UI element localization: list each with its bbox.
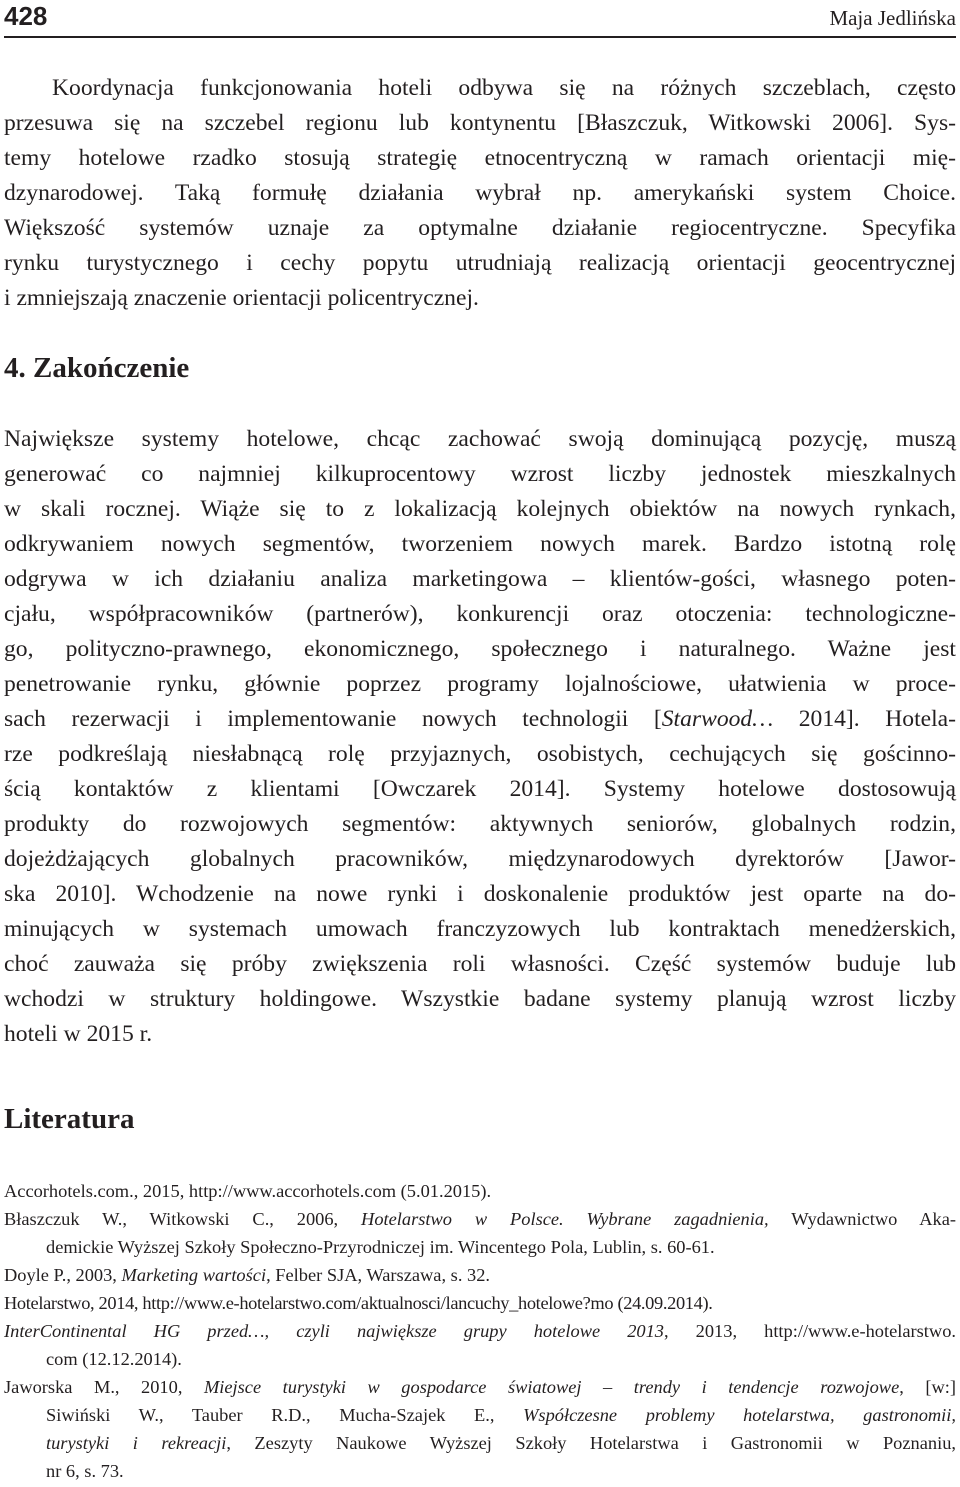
section-heading: 4. Zakończenie	[4, 352, 190, 384]
para1-line: i zmniejszają znaczenie orientacji policentrycznej.	[4, 285, 479, 311]
reference-accorhotels	[4, 1177, 956, 1205]
ref-line	[4, 1205, 956, 1233]
para1-line: przesuwa się na szczebel regionu lub kontynentu [Błaszczuk, Witkowski 2006]. Sys-	[4, 110, 956, 136]
para2-line: ska 2010]. Wchodzenie na nowe rynki i doskonalenie produktów jest oparte na do-	[4, 881, 956, 907]
text-span: Błaszczuk W., Witkowski C., 2006,	[4, 1209, 362, 1229]
reference-blaszczuk	[4, 1205, 956, 1261]
ref-line	[4, 1373, 956, 1401]
text-span: sach rezerwacji i implementowanie nowych technologii [	[4, 706, 662, 732]
ref-line: nr 6, s. 73.	[46, 1461, 124, 1481]
ref-title: Hotelarstwo w Polsce. Wybrane zagadnienia,	[361, 1209, 769, 1229]
reference-intercontinental	[4, 1317, 956, 1373]
para2-line: minujących w systemach umowach franczyzowych lub kontraktach menedżerskich,	[4, 916, 956, 942]
para2-line	[4, 702, 956, 736]
ref-line	[4, 1429, 956, 1457]
para1-line: temy hotelowe rzadko stosują strategię etnocentryczną w ramach orientacji mię-	[4, 145, 956, 171]
para2-line: wchodzi w struktury holdingowe. Wszystkie badane systemy planują wzrost liczby	[4, 986, 956, 1012]
para2-line: Największe systemy hotelowe, chcąc zachować swoją dominującą pozycję, muszą	[4, 426, 956, 452]
running-head-author: Maja Jedlińska	[829, 6, 956, 30]
para1-line: Większość systemów uznaje za optymalne działanie regiocentryczne. Specyfika	[4, 215, 956, 241]
para2-line: w skali rocznej. Wiąże się to z lokalizacją kolejnych obiektów na nowych rynkach,	[4, 496, 956, 522]
ref-line: demickie Wyższej Szkoły Społeczno-Przyrodniczej im. Wincentego Pola, Lublin, s. 60-61.	[46, 1237, 715, 1257]
para2-line: dojeżdżających globalnych pracowników, międzynarodowych dyrektorów [Jawor-	[4, 846, 956, 872]
para2-line: rze podkreślają niesłabnącą rolę przyjaznych, osobistych, cechujących się gościnno-	[4, 741, 956, 767]
ref-title: Marketing wartości	[121, 1265, 267, 1285]
text-span: Jaworska M., 2010,	[4, 1377, 204, 1397]
para2-line: odkrywaniem nowych segmentów, tworzeniem nowych marek. Bardzo istotną rolę	[4, 531, 956, 557]
para2-line: cjału, współpracowników (partnerów), konkurencji oraz otoczenia: technologiczne-	[4, 601, 956, 627]
para2-line: ścią kontaktów z klientami [Owczarek 2014]. Systemy hotelowe dostosowują	[4, 776, 956, 802]
text-span: Wydawnictwo Aka-	[768, 1209, 956, 1229]
ref-line	[4, 1317, 956, 1345]
ref-line: com (12.12.2014).	[46, 1349, 182, 1369]
para1-line: dzynarodowej. Taką formułę działania wybrał np. amerykański system Choice.	[4, 180, 956, 206]
ref-line: Hotelarstwo, 2014, http://www.e-hotelarstwo.com/aktualnosci/lancuchy_hotelowe?mo (24.09.2014).	[4, 1293, 713, 1313]
text-span: , Felber SJA, Warszawa, s. 32.	[266, 1265, 490, 1285]
para1-line: rynku turystycznego i cechy popytu utrudniają realizacją orientacji geocentrycznej	[4, 250, 956, 276]
ref-title: turystyki i rekreacji	[46, 1433, 227, 1453]
ref-title: InterContinental HG przed…, czyli największe grupy hotelowe 2013	[4, 1321, 664, 1341]
para2-line: produkty do rozwojowych segmentów: aktywnych seniorów, globalnych rodzin,	[4, 811, 956, 837]
reference-hotelarstwo	[4, 1289, 956, 1317]
text-span: Doyle P., 2003,	[4, 1265, 122, 1285]
literature-heading: Literatura	[4, 1103, 135, 1135]
reference-jaworska	[4, 1373, 956, 1485]
text-span: , Zeszyty Naukowe Wyższej Szkoły Hotelarstwa i Gastronomii w Poznaniu,	[226, 1433, 956, 1453]
text-span: Siwiński W., Tauber R.D., Mucha-Szajek E.,	[46, 1405, 524, 1425]
para2-line: hoteli w 2015 r.	[4, 1021, 153, 1047]
page-header	[4, 0, 956, 38]
para2-line: odgrywa w ich działaniu analiza marketingowa – klientów-gości, własnego poten-	[4, 566, 956, 592]
reference-doyle	[4, 1261, 956, 1289]
para2-line: generować co najmniej kilkuprocentowy wzrost liczby jednostek mieszkalnych	[4, 461, 956, 487]
ref-title: Współczesne problemy hotelarstwa, gastronomii,	[523, 1405, 956, 1425]
ref-line: Accorhotels.com., 2015, http://www.accorhotels.com (5.01.2015).	[4, 1181, 492, 1201]
citation-starwood: Starwood…	[661, 706, 774, 732]
ref-line	[4, 1401, 956, 1429]
text-span: 2014]. Hotela-	[773, 706, 956, 732]
para2-line: go, polityczno-prawnego, ekonomicznego, społecznego i naturalnego. Ważne jest	[4, 636, 956, 662]
text-span: , 2013, http://www.e-hotelarstwo.	[663, 1321, 956, 1341]
ref-line	[4, 1261, 956, 1289]
text-span: , [w:]	[899, 1377, 957, 1397]
para2-line: choć zauważa się próby zwiększenia roli własności. Część systemów buduje lub	[4, 951, 956, 977]
para2-line: penetrowanie rynku, głównie poprzez programy lojalnościowe, ułatwienia w proce-	[4, 671, 956, 697]
ref-title: Miejsce turystyki w gospodarce światowej – trendy i tendencje rozwojowe	[203, 1377, 900, 1397]
page-number: 428	[4, 1, 48, 31]
para1-line: Koordynacja funkcjonowania hoteli odbywa się na różnych szczeblach, często	[52, 75, 956, 101]
